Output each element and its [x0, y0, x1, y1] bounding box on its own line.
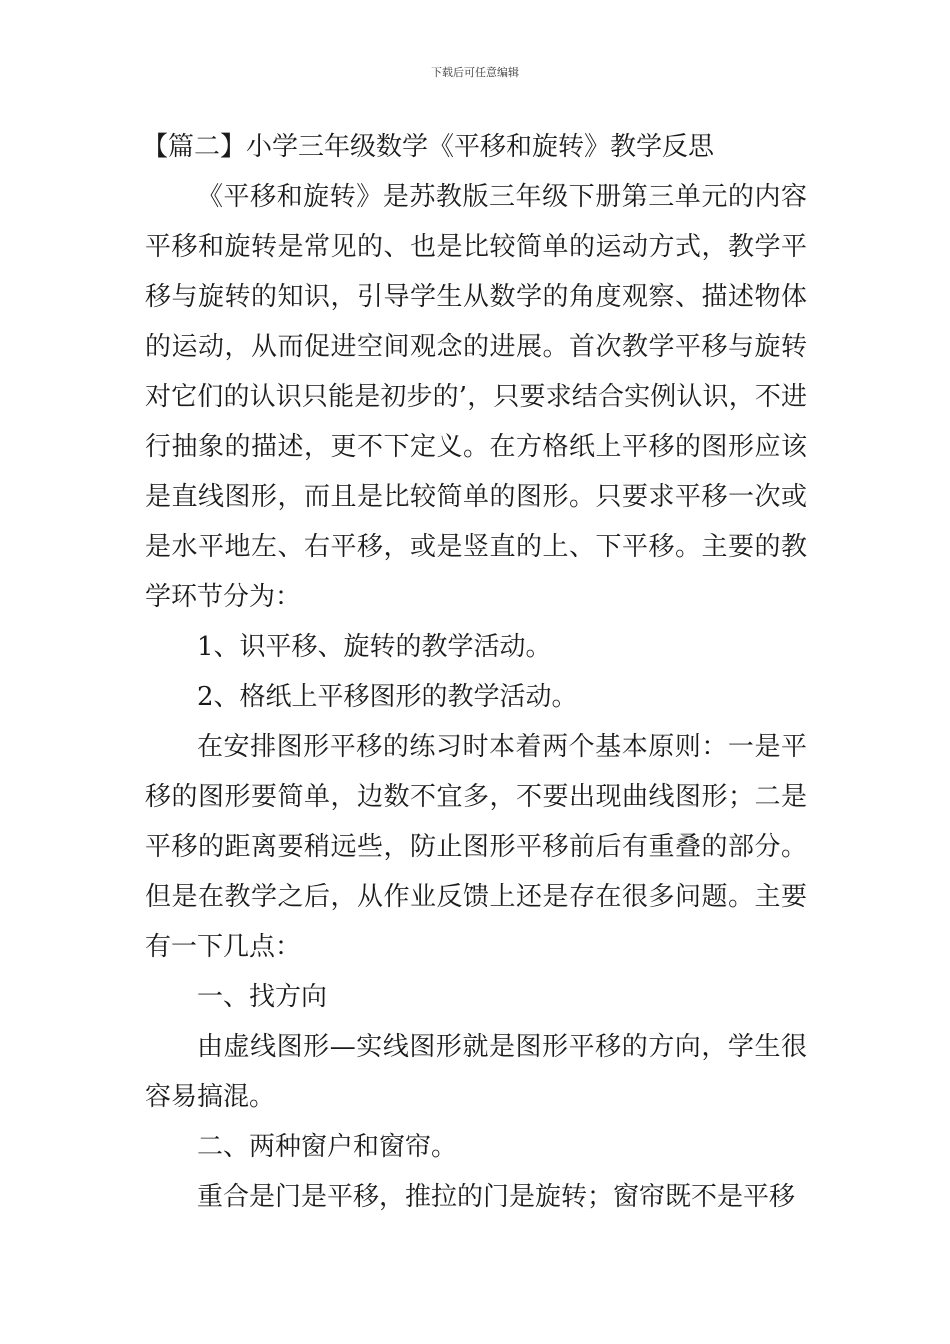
- paragraph-principles: 在安排图形平移的练习时本着两个基本原则：一是平移的图形要简单，边数不宜多，不要出现曲线图形；二是平移的距离要稍远些，防止图形平移前后有重叠的部分。但是在教学之后，从作业反馈上还是存在很多问题。主要有一下几点：: [145, 732, 807, 962]
- paragraph-step-1: 1、识平移、旋转的教学活动。: [197, 632, 552, 662]
- paragraph-section-1-body: 由虚线图形—实线图形就是图形平移的方向，学生很容易搞混。: [145, 1032, 807, 1112]
- document-body: [142, 122, 807, 1222]
- paragraph-intro: 《平移和旋转》是苏教版三年级下册第三单元的内容平移和旋转是常见的、也是比较简单的运动方式，教学平移与旋转的知识，引导学生从数学的角度观察、描述物体的运动，从而促进空间观念的进展。首次教学平移与旋转对它们的认识只能是初步的’，只要求结合实例认识，不进行抽象的描述，更不下定义。在方格纸上平移的图形应该是直线图形，而且是比较简单的图形。只要求平移一次或是水平地左、右平移，或是竖直的上、下平移。主要的教学环节分为：: [145, 182, 807, 612]
- paragraph-section-2-body: 重合是门是平移，推拉的门是旋转；窗帘既不是平移: [197, 1182, 796, 1212]
- paragraph-section-1-heading: 一、找方向: [197, 982, 328, 1012]
- document-title: 【篇二】小学三年级数学《平移和旋转》教学反思: [142, 132, 715, 162]
- page-header-note: 下载后可任意编辑: [431, 66, 519, 79]
- paragraph-section-2-heading: 二、两种窗户和窗帘。: [197, 1132, 458, 1162]
- paragraph-step-2: 2、格纸上平移图形的教学活动。: [197, 682, 578, 712]
